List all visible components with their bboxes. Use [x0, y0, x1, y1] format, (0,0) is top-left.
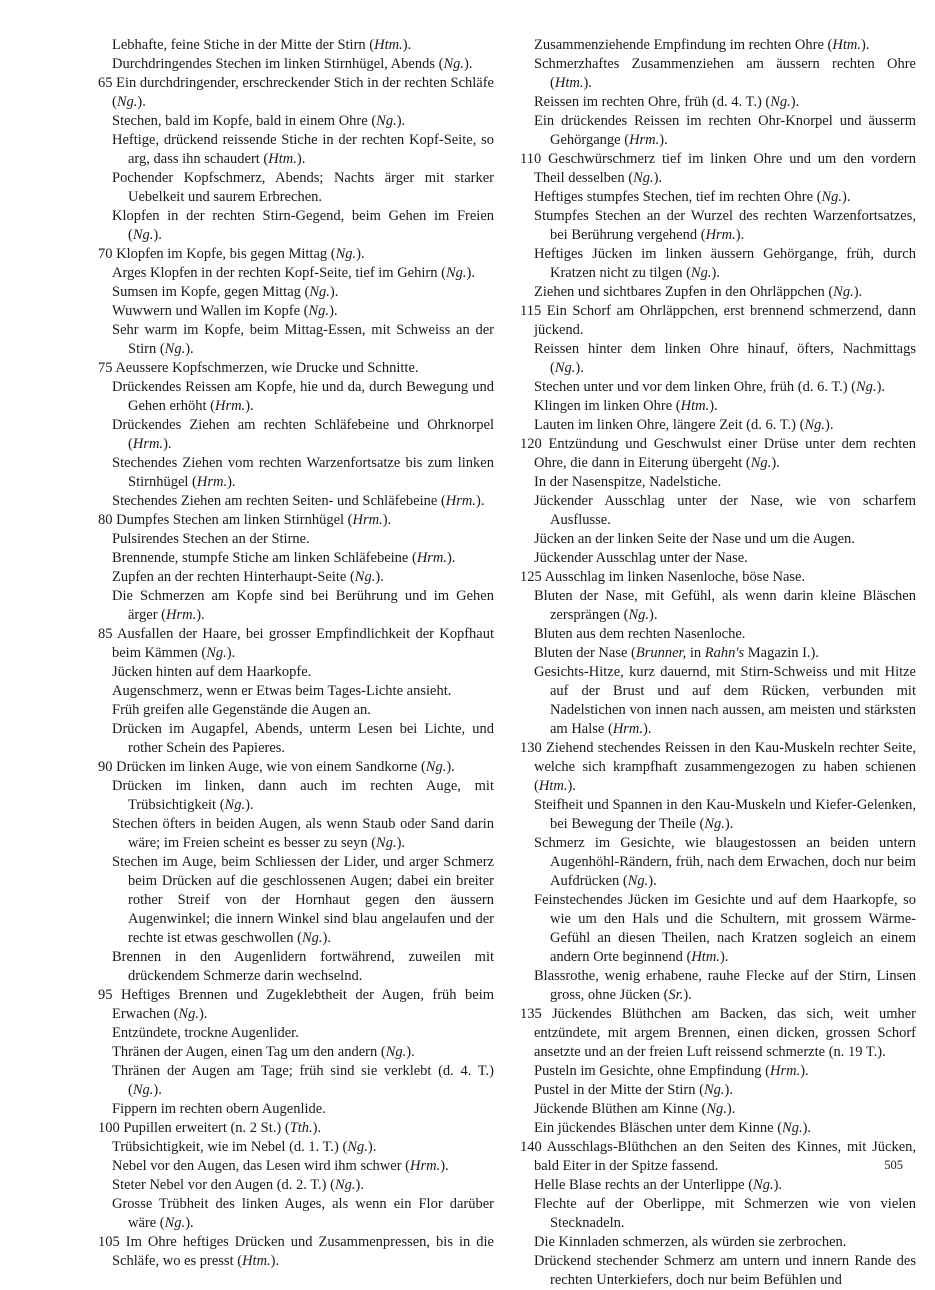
- symptom-entry: Ziehen und sichtbares Zupfen in den Ohrläppchen (Ng.).: [534, 284, 863, 300]
- symptom-entry: Bluten aus dem rechten Nasenloche.: [534, 626, 746, 642]
- symptom-entry: Arges Klopfen in der rechten Kopf-Seite, tief im Gehirn (Ng.).: [112, 265, 475, 281]
- symptom-entry: Stechen öfters in beiden Augen, als wenn Staub oder Sand darin wäre; im Freien scheint es besser zu seyn (Ng.).: [112, 816, 494, 851]
- symptom-number: 105: [98, 1234, 126, 1250]
- symptom-number: 65: [98, 75, 117, 91]
- symptom-entry: 125 Ausschlag im linken Nasenloche, böse Nase.: [520, 569, 806, 585]
- symptom-entry: 95 Heftiges Brennen und Zugeklebtheit der Augen, früh beim Erwachen (Ng.).: [98, 987, 495, 1022]
- symptom-number: 85: [98, 626, 117, 642]
- symptom-entry: 80 Dumpfes Stechen am linken Stirnhügel (Hrm.).: [98, 512, 392, 528]
- symptom-entry: Flechte auf der Oberlippe, mit Schmerzen wie von vielen Stecknadeln.: [534, 1196, 916, 1231]
- symptom-entry: Trübsichtigkeit, wie im Nebel (d. 1. T.) (Ng.).: [112, 1139, 377, 1155]
- symptom-entry: Sehr warm im Kopfe, beim Mittag-Essen, mit Schweiss an der Stirn (Ng.).: [112, 322, 494, 357]
- symptom-entry: Lebhafte, feine Stiche in der Mitte der Stirn (Htm.).: [112, 37, 412, 53]
- symptom-entry: Drücken im linken, dann auch im rechten Auge, mit Trübsichtigkeit (Ng.).: [112, 778, 494, 813]
- symptom-entry: Früh greifen alle Gegenstände die Augen an.: [112, 702, 371, 718]
- symptom-entry: Ein drückendes Reissen im rechten Ohr-Knorpel und äusserm Gehörgange (Hrm.).: [534, 113, 916, 148]
- symptom-entry: Drückendes Reissen am Kopfe, hie und da, durch Bewegung und Gehen erhöht (Hrm.).: [112, 379, 494, 414]
- symptom-entry: 100 Pupillen erweitert (n. 2 St.) (Tth.).: [98, 1120, 322, 1136]
- symptom-number: 80: [98, 512, 117, 528]
- symptom-entry: Bluten der Nase, mit Gefühl, als wenn darin kleine Bläschen zersprängen (Ng.).: [534, 588, 916, 623]
- symptom-entry: Gesichts-Hitze, kurz dauernd, mit Stirn-Schweiss und mit Hitze auf der Brust und auf dem Rücken, verbunden mit Nadelstichen von innen nach aussen, am meisten und stärksten am Halse (Hrm.).: [534, 664, 916, 737]
- symptom-entry: 70 Klopfen im Kopfe, bis gegen Mittag (Ng.).: [98, 246, 365, 262]
- symptom-entry: Helle Blase rechts an der Unterlippe (Ng.).: [534, 1177, 783, 1193]
- symptom-entry: Pochender Kopfschmerz, Abends; Nachts ärger mit starker Uebelkeit und saurem Erbrechen.: [112, 170, 494, 205]
- symptom-entry: Stechen im Auge, beim Schliessen der Lider, und arger Schmerz beim Drücken auf die geschlossenen Augen; dabei ein breiter rother Streif von der Hornhaut gegen den äussern Augenwinkel; die innern Winkel sind blau angelaufen und der rechte ist etwas geschwollen (Ng.).: [112, 854, 494, 946]
- symptom-entry: Pustel in der Mitte der Stirn (Ng.).: [534, 1082, 733, 1098]
- symptom-entry: Brennen in den Augenlidern fortwährend, zuweilen mit drückendem Schmerze darin wechselnd.: [112, 949, 494, 984]
- symptom-entry: Klopfen in der rechten Stirn-Gegend, beim Gehen im Freien (Ng.).: [112, 208, 494, 243]
- symptom-entry: Jücken hinten auf dem Haarkopfe.: [112, 664, 312, 680]
- symptom-entry: In der Nasenspitze, Nadelstiche.: [534, 474, 722, 490]
- symptom-entry: Heftiges stumpfes Stechen, tief im rechten Ohre (Ng.).: [534, 189, 851, 205]
- symptom-entry: Fippern im rechten obern Augenlide.: [112, 1101, 326, 1117]
- symptom-number: 110: [520, 151, 549, 167]
- symptom-entry: Blassrothe, wenig erhabene, rauhe Flecke auf der Stirn, Linsen gross, ohne Jücken (Sr.).: [534, 968, 916, 1003]
- symptom-entry: Die Schmerzen am Kopfe sind bei Berührung und im Gehen ärger (Hrm.).: [112, 588, 494, 623]
- symptom-entry: 140 Ausschlags-Blüthchen an den Seiten des Kinnes, mit Jücken, bald Eiter in der Spitze fassend.: [520, 1139, 916, 1174]
- symptom-entry: 65 Ein durchdringender, erschreckender Stich in der rechten Schläfe (Ng.).: [98, 75, 494, 110]
- symptom-entry: Stechendes Ziehen am rechten Seiten- und Schläfebeine (Hrm.).: [112, 493, 485, 509]
- symptom-number: 135: [520, 1006, 552, 1022]
- symptom-entry: Drückend stechender Schmerz am untern und innern Rande des rechten Unterkiefers, doch nur beim Befühlen und: [534, 1253, 916, 1288]
- symptom-entry: Wuwwern und Wallen im Kopfe (Ng.).: [112, 303, 338, 319]
- symptom-entry: Stumpfes Stechen an der Wurzel des rechten Warzenfortsatzes, bei Berührung vergehend (Hrm.).: [534, 208, 916, 243]
- right-column: [520, 36, 916, 1290]
- symptom-entry: 85 Ausfallen der Haare, bei grosser Empfindlichkeit der Kopfhaut beim Kämmen (Ng.).: [98, 626, 494, 661]
- symptom-number: 125: [520, 569, 545, 585]
- symptom-entry: Jückende Blüthen am Kinne (Ng.).: [534, 1101, 736, 1117]
- symptom-entry: Steter Nebel vor den Augen (d. 2. T.) (Ng.).: [112, 1177, 364, 1193]
- symptom-entry: Schmerz im Gesichte, wie blaugestossen an beiden untern Augenhöhl-Rändern, früh, nach dem Erwachen, doch nur beim Aufdrücken (Ng.).: [534, 835, 916, 889]
- symptom-entry: Grosse Trübheit des linken Auges, als wenn ein Flor darüber wäre (Ng.).: [112, 1196, 494, 1231]
- symptom-entry: 130 Ziehend stechendes Reissen in den Kau-Muskeln rechter Seite, welche sich krampfhaft zusammengezogen zu haben schienen (Htm.).: [520, 740, 917, 794]
- symptom-entry: Klingen im linken Ohre (Htm.).: [534, 398, 718, 414]
- symptom-entry: Die Kinnladen schmerzen, als würden sie zerbrochen.: [534, 1234, 847, 1250]
- symptom-number: 70: [98, 246, 117, 262]
- symptom-entry: Steifheit und Spannen in den Kau-Muskeln und Kiefer-Gelenken, bei Bewegung der Theile (Ng.).: [534, 797, 916, 832]
- symptom-entry: Augenschmerz, wenn er Etwas beim Tages-Lichte ansieht.: [112, 683, 452, 699]
- symptom-entry: Durchdringendes Stechen im linken Stirnhügel, Abends (Ng.).: [112, 56, 473, 72]
- symptom-number: 100: [98, 1120, 124, 1136]
- symptom-number: 115: [520, 303, 547, 319]
- symptom-entry: Thränen der Augen am Tage; früh sind sie verklebt (d. 4. T.) (Ng.).: [112, 1063, 494, 1098]
- symptom-entry: Ein jückendes Bläschen unter dem Kinne (Ng.).: [534, 1120, 812, 1136]
- symptom-entry: Nebel vor den Augen, das Lesen wird ihm schwer (Hrm.).: [112, 1158, 449, 1174]
- symptom-entry: Thränen der Augen, einen Tag um den andern (Ng.).: [112, 1044, 415, 1060]
- symptom-number: 130: [520, 740, 547, 756]
- symptom-entry: Heftige, drückend reissende Stiche in der rechten Kopf-Seite, so arg, dass ihn schaudert (Htm.).: [112, 132, 494, 167]
- symptom-entry: 135 Jückendes Blüthchen am Backen, das sich, weit umher entzündete, mit argem Brennen, einen dicken, grossen Schorf ansetzte und an der freien Luft reissend schmerzte (n. 19 T.).: [520, 1006, 916, 1060]
- symptom-entry: Brennende, stumpfe Stiche am linken Schläfebeine (Hrm.).: [112, 550, 456, 566]
- symptom-entry: 90 Drücken im linken Auge, wie von einem Sandkorne (Ng.).: [98, 759, 455, 775]
- symptom-entry: 75 Aeussere Kopfschmerzen, wie Drucke und Schnitte.: [98, 360, 419, 376]
- symptom-number: 120: [520, 436, 549, 452]
- symptom-entry: Reissen hinter dem linken Ohre hinauf, öfters, Nachmittags (Ng.).: [534, 341, 916, 376]
- symptom-entry: 115 Ein Schorf am Ohrläppchen, erst brennend schmerzend, dann jückend.: [520, 303, 916, 338]
- symptom-entry: Bluten der Nase (Brunner, in Rahn's Magazin I.).: [534, 645, 820, 661]
- symptom-entry: Jückender Ausschlag unter der Nase, wie von scharfem Ausflusse.: [534, 493, 916, 528]
- symptom-entry: Pusteln im Gesichte, ohne Empfindung (Hrm.).: [534, 1063, 809, 1079]
- symptom-entry: Feinstechendes Jücken im Gesichte und auf dem Haarkopfe, so wie um den Hals und die Schultern, mit grossem Wärme-Gefühl an diesen Theilen, nach Kratzen sogleich an einem andern Orte beginnend (Htm.).: [534, 892, 916, 965]
- symptom-entry: 105 Im Ohre heftiges Drücken und Zusammenpressen, bis in die Schläfe, wo es presst (Htm.).: [98, 1234, 494, 1269]
- symptom-entry: Drücken im Augapfel, Abends, unterm Lesen bei Lichte, und rother Schein des Papieres.: [112, 721, 494, 756]
- page-number: 505: [884, 1158, 903, 1172]
- symptom-number: 95: [98, 987, 121, 1003]
- symptom-number: 75: [98, 360, 116, 376]
- symptom-entry: 110 Geschwürschmerz tief im linken Ohre und um den vordern Theil desselben (Ng.).: [520, 151, 917, 186]
- symptom-entry: Stechen, bald im Kopfe, bald in einem Ohre (Ng.).: [112, 113, 406, 129]
- symptom-entry: Zupfen an der rechten Hinterhaupt-Seite (Ng.).: [112, 569, 384, 585]
- left-column: [98, 36, 494, 1290]
- symptom-entry: Lauten im linken Ohre, längere Zeit (d. 6. T.) (Ng.).: [534, 417, 834, 433]
- symptom-entry: Zusammenziehende Empfindung im rechten Ohre (Htm.).: [534, 37, 870, 53]
- symptom-entry: Jücken an der linken Seite der Nase und um die Augen.: [534, 531, 855, 547]
- symptom-number: 140: [520, 1139, 547, 1155]
- symptom-entry: 120 Entzündung und Geschwulst einer Drüse unter dem rechten Ohre, die dann in Eiterung übergeht (Ng.).: [520, 436, 916, 471]
- symptom-number: 90: [98, 759, 117, 775]
- symptom-entry: Drückendes Ziehen am rechten Schläfebeine und Ohrknorpel (Hrm.).: [112, 417, 494, 452]
- symptom-entry: Stechen unter und vor dem linken Ohre, früh (d. 6. T.) (Ng.).: [534, 379, 886, 395]
- symptom-entry: Entzündete, trockne Augenlider.: [112, 1025, 299, 1041]
- symptom-entry: Heftiges Jücken im linken äussern Gehörgange, früh, durch Kratzen nicht zu tilgen (Ng.).: [534, 246, 916, 281]
- text-columns: [98, 36, 916, 1290]
- symptom-entry: Reissen im rechten Ohre, früh (d. 4. T.) (Ng.).: [534, 94, 800, 110]
- symptom-entry: Jückender Ausschlag unter der Nase.: [534, 550, 748, 566]
- symptom-entry: Pulsirendes Stechen an der Stirne.: [112, 531, 310, 547]
- symptom-entry: Stechendes Ziehen vom rechten Warzenfortsatze bis zum linken Stirnhügel (Hrm.).: [112, 455, 494, 490]
- symptom-entry: Sumsen im Kopfe, gegen Mittag (Ng.).: [112, 284, 339, 300]
- symptom-entry: Schmerzhaftes Zusammenziehen am äussern rechten Ohre (Htm.).: [534, 56, 916, 91]
